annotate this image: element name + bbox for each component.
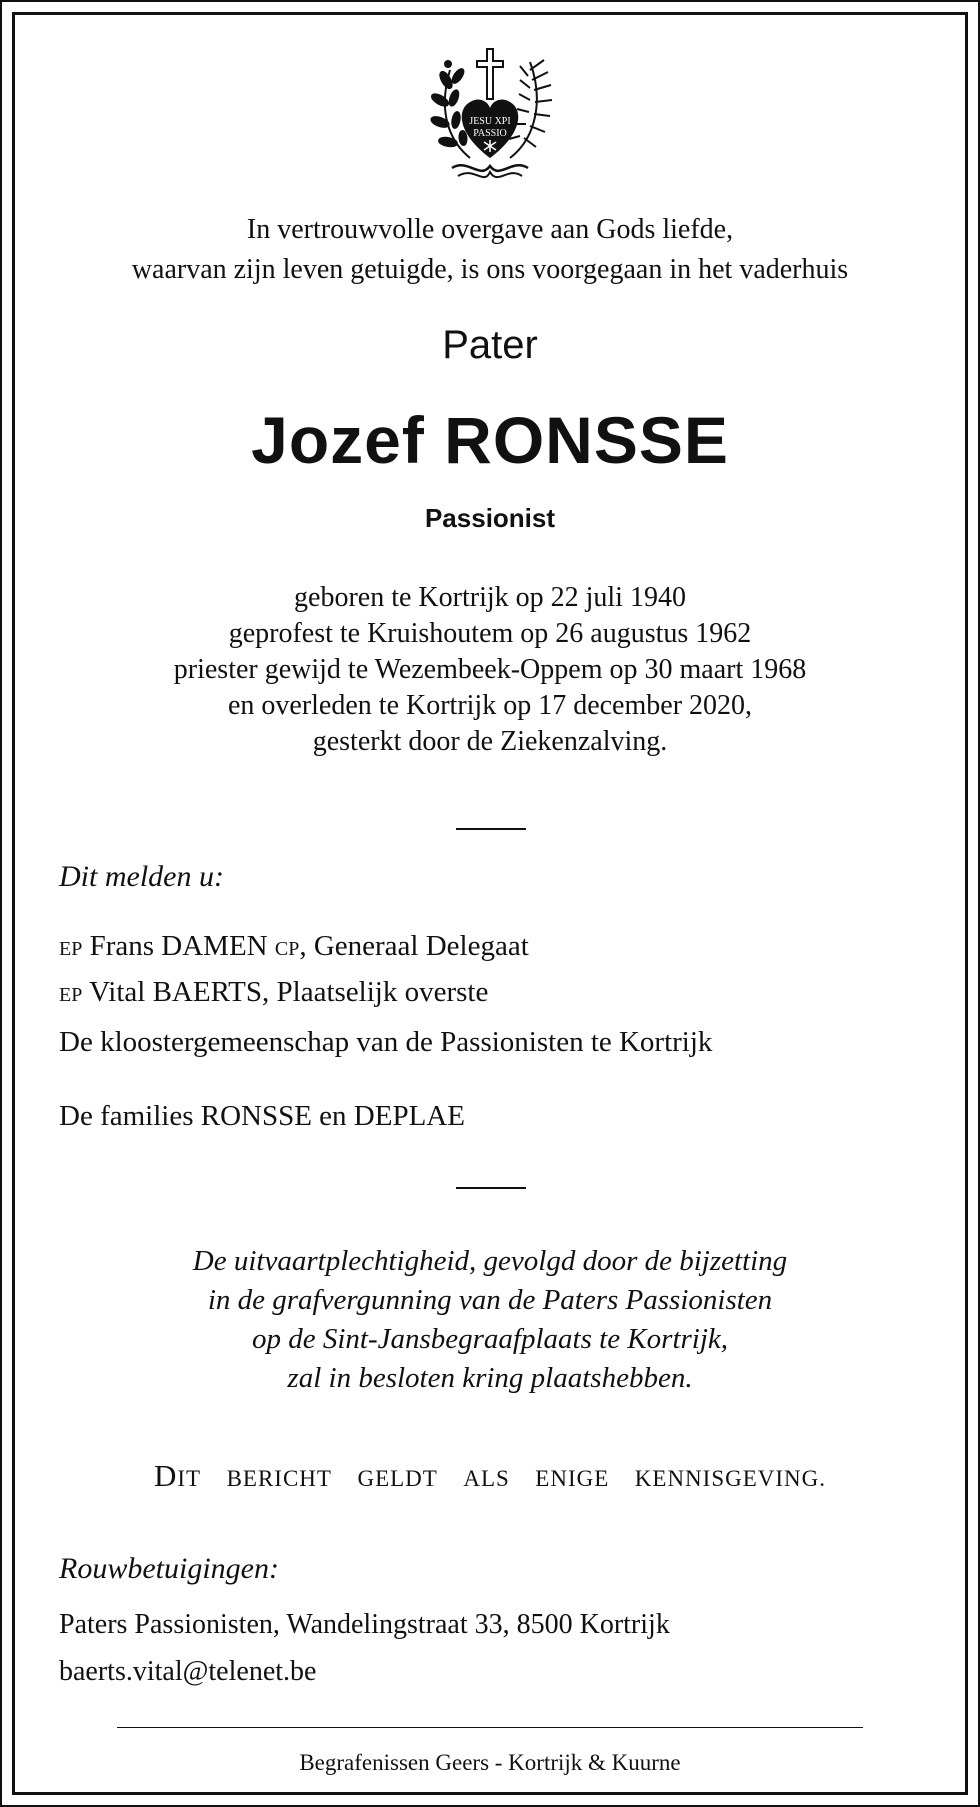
ceremony-line: in de grafvergunning van de Paters Passionisten (207, 1284, 773, 1316)
footer-rule (117, 1727, 863, 1728)
notice-text (0, 1458, 980, 1494)
bio-line: gesterkt door de Ziekenzalving. (312, 726, 668, 757)
footer-text: Begrafenissen Geers - Kortrijk & Kuurne (299, 1750, 681, 1775)
bio-line: geboren te Kortrijk op 22 juli 1940 (294, 582, 686, 613)
signer-prefix: EP (59, 938, 83, 960)
ceremony-line: zal in besloten kring plaatshebben. (287, 1362, 693, 1394)
bio-line: geprofest te Kruishoutem op 26 augustus 1962 (228, 618, 752, 649)
signer-name: Vital BAERTS, Plaatselijk overste (89, 976, 489, 1008)
biography (0, 580, 980, 760)
ceremony-line: op de Sint-Jansbegraafplaats te Kortrijk, (251, 1323, 729, 1355)
condolences-email[interactable]: baerts.vital@telenet.be (59, 1656, 317, 1687)
divider (456, 828, 526, 830)
signer-line: De families RONSSE en DEPLAE (59, 1100, 465, 1132)
signer-line: De kloostergemeenschap van de Passionisten te Kortrijk (59, 1026, 713, 1058)
ceremony-text (0, 1242, 980, 1398)
passionist-emblem-icon (418, 30, 562, 186)
notice-word: IT (177, 1466, 202, 1491)
signer-suffix: CP (274, 938, 300, 960)
bio-line: priester gewijd te Wezembeek-Oppem op 30 maart 1968 (173, 654, 807, 685)
deceased-name: Jozef RONSSE (251, 403, 729, 477)
signer-role: , Generaal Delegaat (299, 930, 529, 962)
ceremony-line: De uitvaartplechtigheid, gevolgd door de bijzetting (192, 1245, 788, 1277)
bio-line: en overleden te Kortrijk op 17 december 2020, (227, 690, 753, 721)
deceased-title: Pater (442, 323, 538, 367)
notice-word: ENIGE (535, 1466, 610, 1491)
announcement-label: Dit melden u: (59, 860, 224, 893)
intro-line: In vertrouwvolle overgave aan Gods liefde, (246, 214, 734, 245)
condolences-label: Rouwbetuigingen: (59, 1552, 279, 1585)
signer-prefix: EP (59, 984, 83, 1006)
deceased-role: Passionist (424, 503, 556, 533)
signer-line (59, 976, 488, 1009)
notice-word: GELDT (357, 1466, 438, 1491)
notice-word: ALS (463, 1466, 510, 1491)
intro-line: waarvan zijn leven getuigde, is ons voorgegaan in het vaderhuis (131, 254, 849, 285)
signer-name: Frans DAMEN (89, 930, 268, 962)
divider (456, 1187, 526, 1189)
signer-line (59, 930, 529, 963)
emblem-text-1: JESU XPI (469, 116, 511, 127)
condolences-address: Paters Passionisten, Wandelingstraat 33, 8500 Kortrijk (59, 1609, 670, 1640)
emblem-text-2: PASSIO (473, 128, 507, 139)
notice-initial: D (153, 1458, 178, 1493)
notice-word: BERICHT (226, 1466, 332, 1491)
notice-word: KENNISGEVING. (634, 1466, 827, 1491)
intro-text (0, 210, 980, 290)
